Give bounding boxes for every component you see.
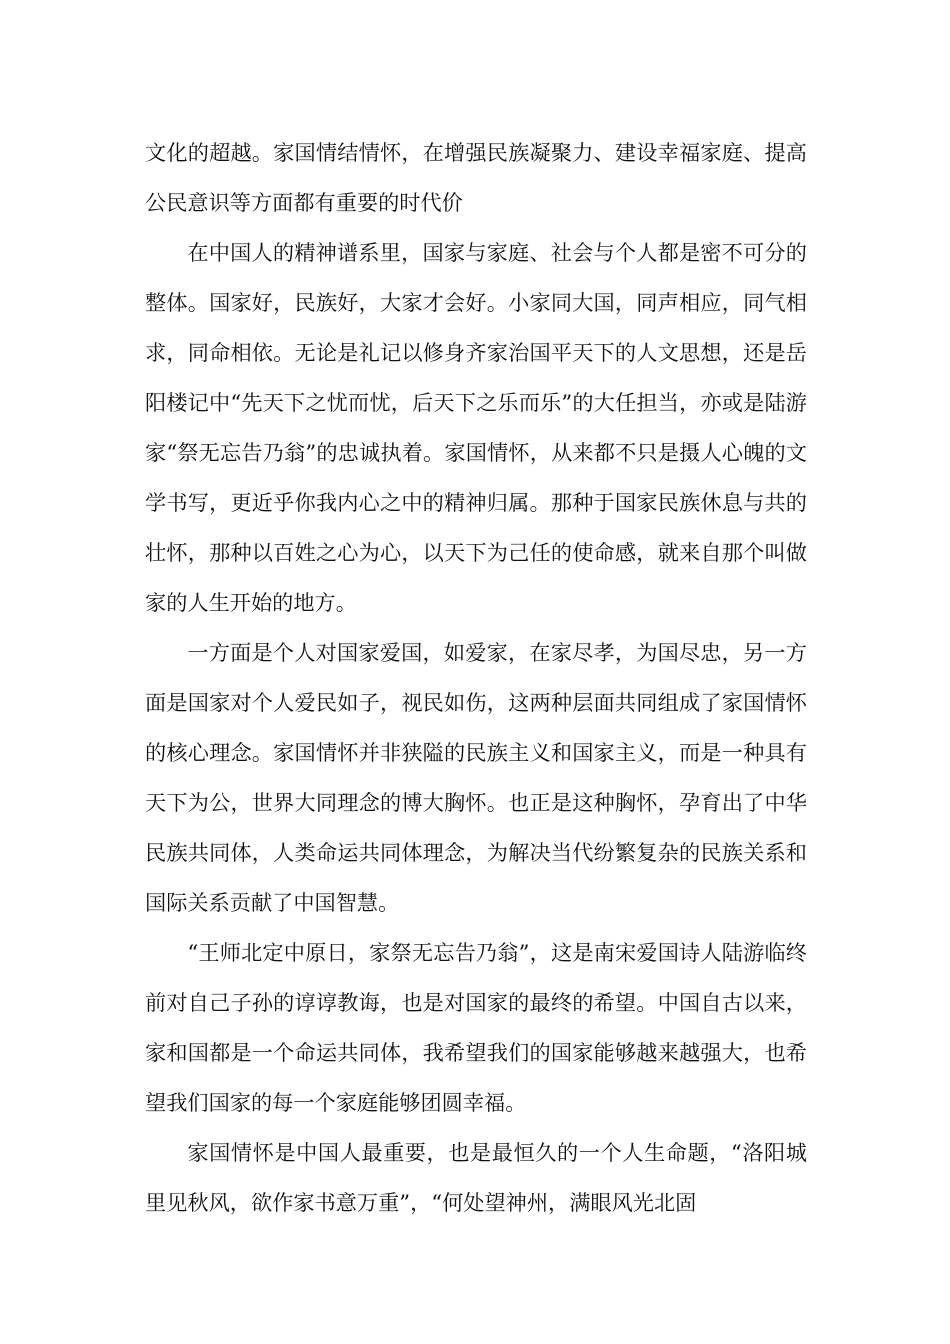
body-text [145, 128, 807, 1228]
paragraph-3: 一方面是个人对国家爱国，如爱家，在家尽孝，为国尽忠，另一方面是国家对个人爱民如子，视民如伤，这两种层面共同组成了家国情怀的核心理念。家国情怀并非狭隘的民族主义和国家主义，而是一种具有天下为公，世界大同理念的博大胸怀。也正是这种胸怀，孕育出了中华民族共同体，人类命运共同体理念，为解决当代纷繁复杂的民族关系和国际关系贡献了中国智慧。 [145, 640, 807, 915]
paragraph-2: 在中国人的精神谱系里，国家与家庭、社会与个人都是密不可分的整体。国家好，民族好，大家才会好。小家同大国，同声相应，同气相求，同命相依。无论是礼记以修身齐家治国平天下的人文思想，还是岳阳楼记中“先天下之忧而忧，后天下之乐而乐”的大任担当，亦或是陆游家“祭无忘告乃翁”的忠诚执着。家国情怀，从来都不只是摄人心魄的文学书写，更近乎你我内心之中的精神归属。那种于国家民族休息与共的壮怀，那种以百姓之心为心，以天下为己任的使命感，就来自那个叫做家的人生开始的地方。 [145, 240, 807, 615]
paragraph-4: “王师北定中原日，家祭无忘告乃翁”，这是南宋爱国诗人陆游临终前对自己子孙的谆谆教诲，也是对国家的最终的希望。中国自古以来，家和国都是一个命运共同体，我希望我们的国家能够越来越强大，也希望我们国家的每一个家庭能够团圆幸福。 [145, 940, 807, 1115]
paragraph-1: 文化的超越。家国情结情怀，在增强民族凝聚力、建设幸福家庭、提高公民意识等方面都有重要的时代价 [145, 140, 807, 215]
paragraph-5: 家国情怀是中国人最重要，也是最恒久的一个人生命题，“洛阳城里见秋风，欲作家书意万重”，“何处望神州，满眼风光北固 [145, 1140, 807, 1215]
